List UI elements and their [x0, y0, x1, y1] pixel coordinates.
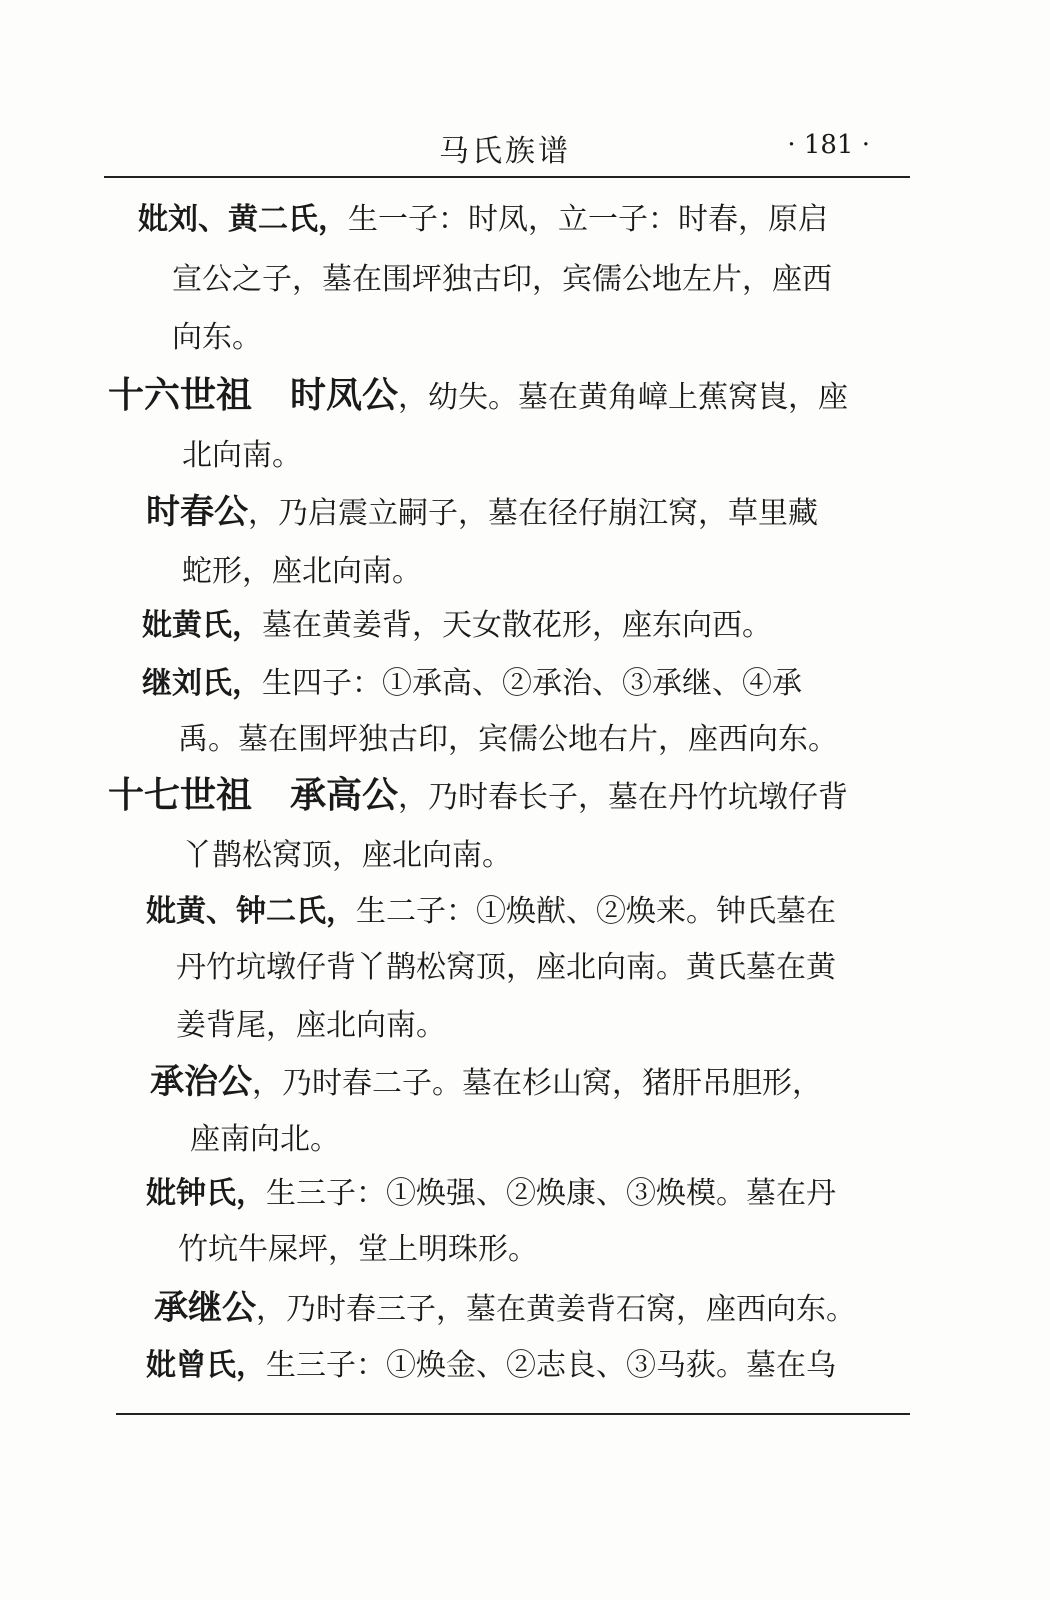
entry-heading: 承高公	[290, 775, 399, 816]
entry-line	[146, 892, 836, 932]
entry-line: 丫鹊松窝顶，座北向南。	[182, 838, 512, 873]
entry-heading: 时凤公	[290, 375, 399, 416]
entry-line	[108, 376, 848, 418]
entry-text: ，乃时春二子。墓在杉山窝，猪肝吊胆形，	[252, 1066, 822, 1101]
entry-line: 座南向北。	[190, 1122, 340, 1157]
book-title: 马氏族谱	[439, 134, 571, 169]
entry-line: 宣公之子，墓在围坪独古印，宾儒公地左片，座西	[172, 262, 832, 297]
entry-text: ，乃时春三子，墓在黄姜背石窝，座西向东。	[256, 1292, 856, 1327]
entry-text: 生三子：①焕金、②志良、③马荻。墓在乌	[266, 1348, 836, 1383]
entry-heading: 妣曾氏，	[146, 1348, 266, 1383]
entry-line: 丹竹坑墩仔背丫鹊松窝顶，座北向南。黄氏墓在黄	[176, 950, 836, 985]
entry-line	[142, 606, 772, 646]
entry-text: 生一子：时凤，立一子：时春，原启	[348, 202, 828, 237]
generation-label: 十七世祖	[108, 775, 253, 816]
entry-line: 禹。墓在围坪独古印，宾儒公地右片，座西向东。	[178, 722, 838, 757]
page-number: · 181 ·	[787, 130, 870, 160]
entry-line	[108, 776, 848, 818]
entry-heading: 妣钟氏，	[146, 1176, 266, 1211]
entry-line: 向东。	[172, 320, 262, 355]
entry-line: 蛇形，座北向南。	[182, 554, 422, 589]
entry-heading: 妣黄、钟二氏，	[146, 894, 356, 929]
entry-text: 生三子：①焕强、②焕康、③焕模。墓在丹	[266, 1176, 836, 1211]
entry-line: 姜背尾，座北向南。	[176, 1008, 446, 1043]
entry-heading: 继刘氏，	[142, 666, 262, 701]
header-rule	[104, 176, 910, 178]
entry-line	[154, 1288, 856, 1330]
entry-text: 墓在黄姜背，天女散花形，座东向西。	[262, 608, 772, 643]
entry-line	[146, 1174, 836, 1214]
entry-line	[146, 1346, 836, 1386]
entry-heading: 承继公	[154, 1288, 256, 1328]
entry-text: 生二子：①焕猷、②焕来。钟氏墓在	[356, 894, 836, 929]
entry-heading: 时春公	[146, 492, 248, 532]
entry-text: ，乃启震立嗣子，墓在径仔崩江窝，草里藏	[248, 496, 818, 531]
entry-text: ，乃时春长子，墓在丹竹坑墩仔背	[398, 780, 849, 815]
entry-line	[146, 492, 818, 534]
entry-line	[142, 664, 802, 704]
page-header	[104, 118, 910, 176]
entry-heading: 承治公	[150, 1062, 252, 1102]
entry-line: 北向南。	[182, 438, 302, 473]
footer-rule	[116, 1413, 910, 1415]
entry-line: 竹坑牛屎坪，堂上明珠形。	[178, 1232, 538, 1267]
generation-label: 十六世祖	[108, 375, 253, 416]
entry-line	[138, 200, 828, 240]
entry-heading: 妣刘、黄二氏，	[138, 202, 348, 237]
entry-line	[150, 1062, 822, 1104]
entry-text: 生四子：①承高、②承治、③承继、④承	[262, 666, 802, 701]
entry-heading: 妣黄氏，	[142, 608, 262, 643]
entry-text: ，幼失。墓在黄角嶂上蕉窝崀，座	[398, 380, 849, 415]
